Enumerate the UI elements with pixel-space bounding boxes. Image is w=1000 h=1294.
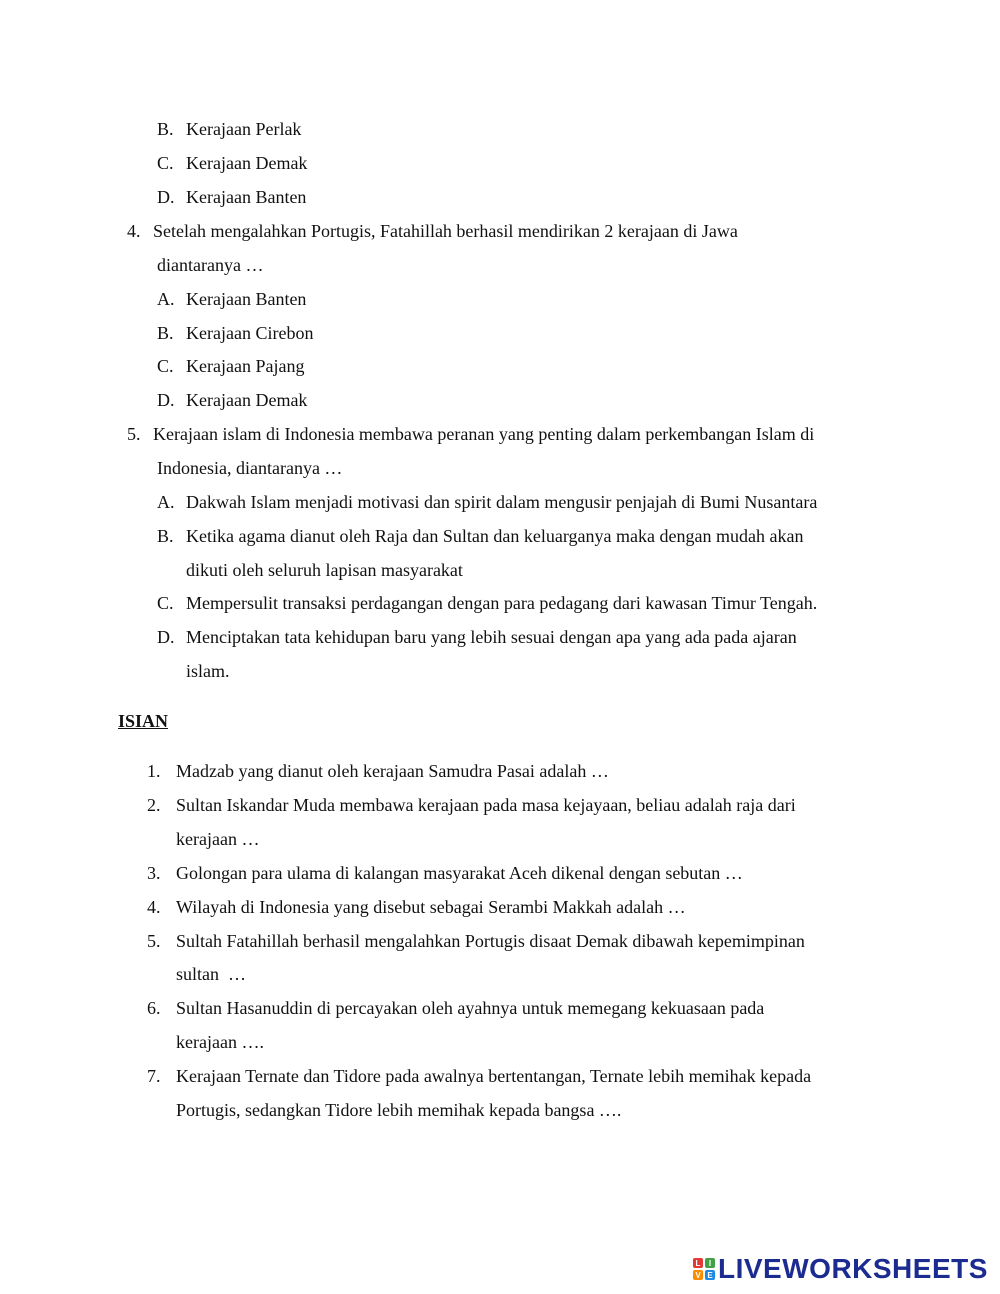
option-text: Kerajaan Banten bbox=[186, 187, 307, 207]
liveworksheets-logo bbox=[693, 1252, 988, 1286]
item-number: 6. bbox=[147, 998, 161, 1018]
option-label: B. bbox=[157, 526, 174, 546]
question-text: Indonesia, diantaranya … bbox=[157, 458, 343, 478]
liveworksheets-logo-icon bbox=[693, 1258, 715, 1280]
item-text: Kerajaan Ternate dan Tidore pada awalnya bertentangan, Ternate lebih memihak kepada bbox=[176, 1066, 812, 1086]
option-label: D. bbox=[157, 627, 175, 647]
option-label: B. bbox=[157, 119, 174, 139]
option-label: C. bbox=[157, 356, 174, 376]
option-text: Kerajaan Pajang bbox=[186, 356, 305, 376]
option-text: Ketika agama dianut oleh Raja dan Sultan dan keluarganya maka dengan mudah akan bbox=[186, 526, 804, 546]
option-label: A. bbox=[157, 492, 175, 512]
item-text: Wilayah di Indonesia yang disebut sebagai Serambi Makkah adalah … bbox=[176, 897, 686, 917]
item-number: 2. bbox=[147, 795, 161, 815]
item-text: Sultah Fatahillah berhasil mengalahkan Portugis disaat Demak dibawah kepemimpinan bbox=[176, 931, 805, 951]
option-label: D. bbox=[157, 390, 175, 410]
option-text: Kerajaan Cirebon bbox=[186, 323, 314, 343]
option-text: Kerajaan Demak bbox=[186, 390, 308, 410]
question-text: Setelah mengalahkan Portugis, Fatahillah berhasil mendirikan 2 kerajaan di Jawa bbox=[153, 221, 738, 241]
option-text: Kerajaan Demak bbox=[186, 153, 308, 173]
item-text: Portugis, sedangkan Tidore lebih memihak kepada bangsa …. bbox=[176, 1100, 622, 1120]
logo-tile-l: L bbox=[693, 1258, 703, 1268]
question-text: Kerajaan islam di Indonesia membawa peranan yang penting dalam perkembangan Islam di bbox=[153, 424, 815, 444]
option-text: Dakwah Islam menjadi motivasi dan spirit dalam mengusir penjajah di Bumi Nusantara bbox=[186, 492, 818, 512]
option-text: Kerajaan Banten bbox=[186, 289, 307, 309]
option-text: Mempersulit transaksi perdagangan dengan para pedagang dari kawasan Timur Tengah. bbox=[186, 593, 818, 613]
item-number: 1. bbox=[147, 761, 161, 781]
item-text: Sultan Hasanuddin di percayakan oleh ayahnya untuk memegang kekuasaan pada bbox=[176, 998, 765, 1018]
item-text: Madzab yang dianut oleh kerajaan Samudra Pasai adalah … bbox=[176, 761, 609, 781]
option-label: A. bbox=[157, 289, 175, 309]
question-number: 5. bbox=[127, 424, 141, 444]
logo-tile-v: V bbox=[693, 1270, 703, 1280]
logo-tile-i: I bbox=[705, 1258, 715, 1268]
option-label: D. bbox=[157, 187, 175, 207]
option-text: Kerajaan Perlak bbox=[186, 119, 302, 139]
item-number: 7. bbox=[147, 1066, 161, 1086]
item-text: kerajaan …. bbox=[176, 1032, 264, 1052]
option-text: islam. bbox=[186, 661, 230, 681]
option-label: C. bbox=[157, 593, 174, 613]
item-number: 5. bbox=[147, 931, 161, 951]
option-text: Menciptakan tata kehidupan baru yang lebih sesuai dengan apa yang ada pada ajaran bbox=[186, 627, 797, 647]
option-label: C. bbox=[157, 153, 174, 173]
item-text: Golongan para ulama di kalangan masyarakat Aceh dikenal dengan sebutan … bbox=[176, 863, 743, 883]
option-label: B. bbox=[157, 323, 174, 343]
item-number: 3. bbox=[147, 863, 161, 883]
item-number: 4. bbox=[147, 897, 161, 917]
liveworksheets-logo-text: LIVEWORKSHEETS bbox=[718, 1253, 988, 1284]
question-text: diantaranya … bbox=[157, 255, 264, 275]
item-text: sultan … bbox=[176, 964, 246, 984]
question-number: 4. bbox=[127, 221, 141, 241]
logo-tile-e: E bbox=[705, 1270, 715, 1280]
option-text: dikuti oleh seluruh lapisan masyarakat bbox=[186, 560, 463, 580]
section-heading: ISIAN bbox=[118, 711, 169, 731]
item-text: kerajaan … bbox=[176, 829, 260, 849]
item-text: Sultan Iskandar Muda membawa kerajaan pada masa kejayaan, beliau adalah raja dari bbox=[176, 795, 796, 815]
